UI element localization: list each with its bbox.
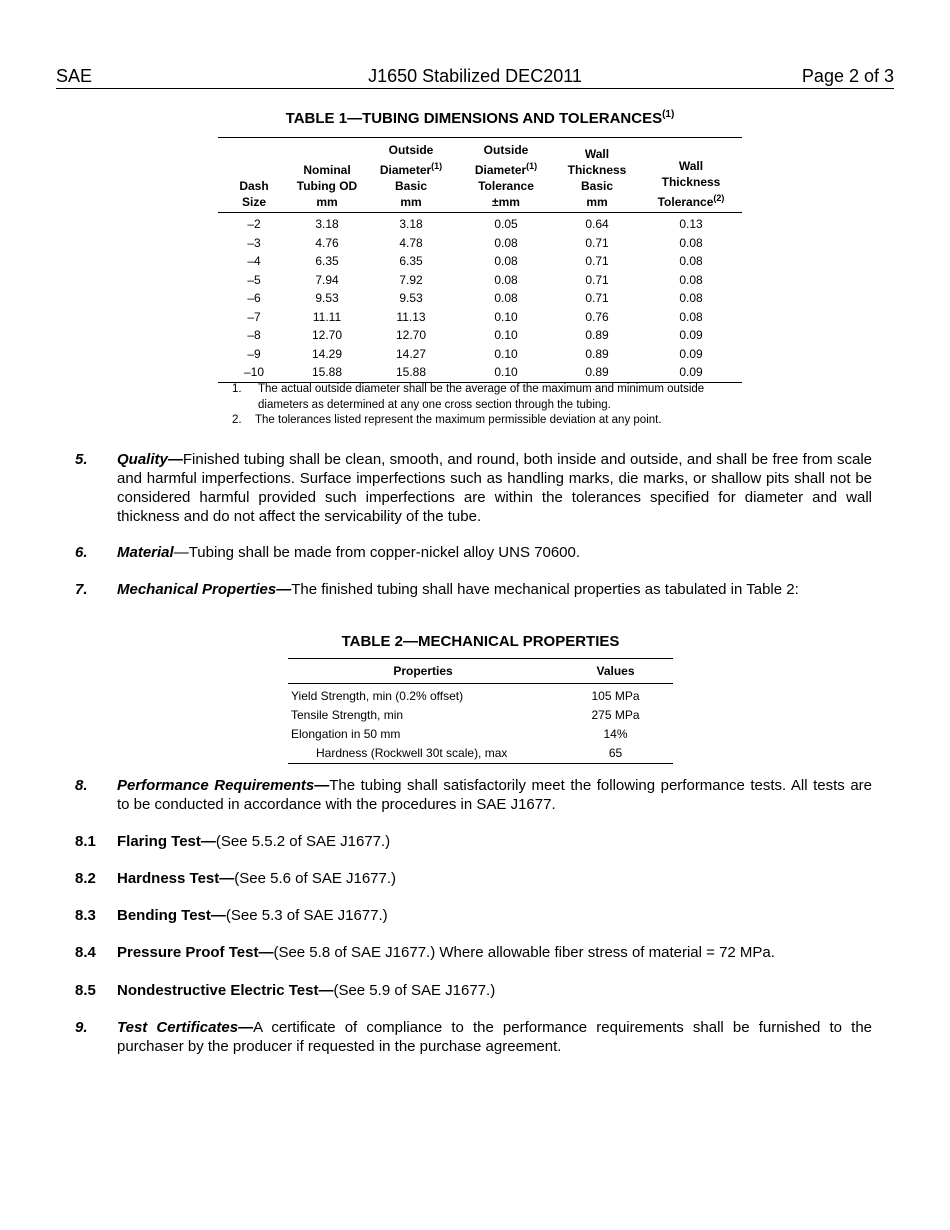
table-row: –8 12.70 12.70 0.10 0.89 0.09	[247, 328, 703, 343]
section-8-5-nondestructive-electric-test: 8.5 Nondestructive Electric Test—(See 5.9 of SAE J1677.)	[75, 982, 496, 999]
table-row: –4 6.35 6.35 0.08 0.71 0.08	[247, 254, 703, 269]
section-8-4-pressure-proof-test: 8.4 Pressure Proof Test—(See 5.8 of SAE J1677.) Where allowable fiber stress of material = 72 MPa.	[75, 944, 775, 961]
table1-col-wall-tolerance: Wall Thickness Tolerance$^{(2)}$	[640, 138, 742, 213]
section-7-mechanical-properties: 7. Mechanical Properties—The finished tubing shall have mechanical properties as tabulated in Table 2:	[75, 581, 799, 598]
table-row: Yield Strength, min (0.2% offset) 105 MPa	[291, 689, 640, 703]
page-header	[56, 66, 894, 89]
table1-col-nominal-od: Nominal Tubing OD mm	[290, 138, 364, 213]
table1-col-od-tolerance: Outside Diameter$^{(1)}$ Tolerance ±mm	[458, 138, 554, 213]
header-org: SAE	[56, 66, 93, 86]
table-row: Hardness (Rockwell 30t scale), max 65	[316, 746, 623, 760]
header-document-id: J1650 Stabilized DEC2011	[368, 66, 582, 86]
section-8-2-hardness-test: 8.2 Hardness Test—(See 5.6 of SAE J1677.)	[75, 870, 397, 887]
table1-footnote-1: 1. The actual outside diameter shall be the average of the maximum and minimum outside diameters as determined at any one cross section through the tubing.	[232, 383, 705, 411]
table-row: –6 9.53 9.53 0.08 0.71 0.08	[247, 291, 703, 306]
table2-col-values: Values	[558, 659, 673, 684]
table-row: –2 3.18 3.18 0.05 0.64 0.13	[247, 217, 703, 232]
table-row: Tensile Strength, min 275 MPa	[291, 708, 640, 722]
section-6-material: 6. Material—Tubing shall be made from copper-nickel alloy UNS 70600.	[75, 544, 581, 561]
table1-title: TABLE 1—TUBING DIMENSIONS AND TOLERANCES$^{(1)}$	[285, 109, 675, 127]
section-9-test-certificates: 9. Test Certificates—A certificate of compliance to the performance requirements shall be furnished to the purchaser by the producer if requested in the purchase agreement.	[75, 1019, 873, 1055]
table-row: Elongation in 50 mm 14%	[291, 727, 628, 741]
table2-title: TABLE 2—MECHANICAL PROPERTIES	[341, 633, 620, 650]
table1-footnote-2: 2. The tolerances listed represent the maximum permissible deviation at any point.	[232, 414, 662, 426]
table1-header-row	[218, 138, 742, 213]
table-row: –3 4.76 4.78 0.08 0.71 0.08	[247, 235, 703, 250]
table-row: –5 7.94 7.92 0.08 0.71 0.08	[247, 272, 703, 287]
section-8-3-bending-test: 8.3 Bending Test—(See 5.3 of SAE J1677.)	[75, 907, 388, 924]
table1-col-wall-basic: Wall Thickness Basic mm	[554, 138, 640, 213]
table1-tubing-dimensions	[218, 137, 742, 383]
table2-header-row	[288, 659, 673, 684]
table-row: –9 14.29 14.27 0.10 0.89 0.09	[247, 346, 703, 361]
table2-col-properties: Properties	[288, 659, 558, 684]
section-8-performance-requirements: 8. Performance Requirements—The tubing shall satisfactorily meet the following performance tests. All tests are to be conducted in accordance with the procedures in SAE J1677.	[75, 777, 872, 813]
header-page-number: Page 2 of 3	[801, 66, 894, 86]
table-row: –10 15.88 15.88 0.10 0.89 0.09	[243, 365, 703, 380]
table1-col-dash-size: Dash Size	[218, 138, 290, 213]
table2-mechanical-properties	[288, 658, 673, 764]
table-row: –7 11.11 11.13 0.10 0.76 0.08	[247, 309, 703, 324]
section-5-quality: 5. Quality—Finished tubing shall be clean, smooth, and round, both inside and outside, and shall be free from scale and harmful imperfections. Surface imperfections such as handling marks, die marks, or shallow pits shall not be considered harmful provided such imperfections are within the tolerances specified for diameter and wall thickness and do not affect the servicability of the tube.	[75, 451, 872, 525]
section-8-1-flaring-test: 8.1 Flaring Test—(See 5.5.2 of SAE J1677.)	[75, 833, 391, 850]
table1-col-od-basic: Outside Diameter$^{(1)}$ Basic mm	[364, 138, 458, 213]
